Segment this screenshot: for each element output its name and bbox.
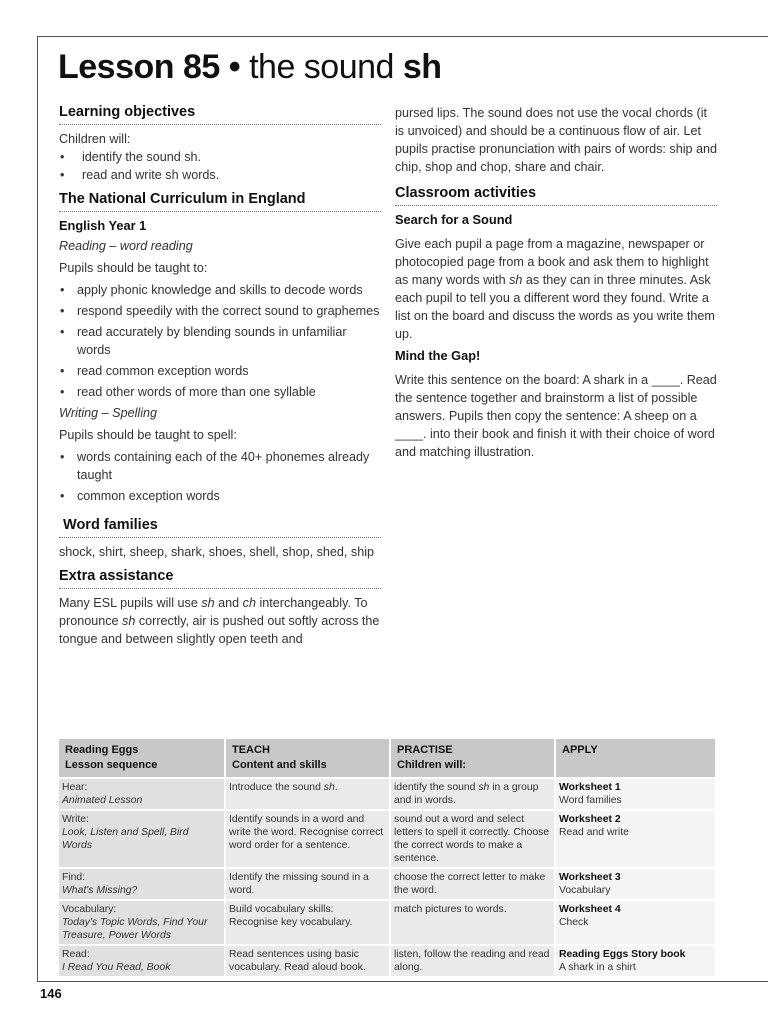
curriculum-heading: The National Curriculum in England <box>59 190 381 212</box>
page-number: 146 <box>40 986 62 1001</box>
table-row <box>59 778 716 810</box>
gap-heading: Mind the Gap! <box>395 348 481 363</box>
objectives-intro: Children will: <box>59 132 131 146</box>
table-row <box>59 900 716 945</box>
writing-list <box>59 448 381 505</box>
lesson-sequence-table <box>59 739 717 976</box>
title-topic: the sound <box>249 48 403 86</box>
reading-item: • read accurately by blending sounds in unfamiliar words <box>59 323 381 359</box>
objectives-list <box>59 148 381 184</box>
reading-item: • apply phonic knowledge and skills to decode words <box>59 281 381 299</box>
search-text: Give each pupil a page from a magazine, newspaper or photocopied page from a book and ask them to highlight as many words with sh as they can in three minutes. Ask each pupil to tell you a different word they found. Write a list on the board and discuss the words as you write them up. <box>395 237 715 341</box>
teach-cell: Read sentences using basic vocabulary. Read aloud book. <box>225 945 390 976</box>
word-families-text: shock, shirt, sheep, shark, shoes, shell, shop, shed, ship <box>59 545 375 559</box>
reading-item: • read common exception words <box>59 362 381 380</box>
sequence-cell: Write: Look, Listen and Spell, Bird Words <box>59 810 225 868</box>
table-header-row <box>59 739 716 778</box>
header-teach: TEACH Content and skills <box>225 739 390 778</box>
reading-intro: Pupils should be taught to: <box>59 261 208 275</box>
table-row <box>59 945 716 976</box>
gap-text: Write this sentence on the board: A shark in a ____. Read the sentence together and brainstorm a list of possible answers. Pupils then copy the sentence: A sheep on a ____. into their book and finish it with their choice of word and matching illustration. <box>395 373 717 459</box>
title-sound: sh <box>402 48 442 86</box>
header-practise: PRACTISE Children will: <box>390 739 555 778</box>
objective-item: • identify the sound sh. <box>59 148 381 166</box>
year-heading: English Year 1 <box>59 218 147 233</box>
search-heading: Search for a Sound <box>395 212 513 227</box>
teach-cell: Identify the missing sound in a word. <box>225 868 390 900</box>
apply-cell: Worksheet 1 Word families <box>555 778 716 810</box>
apply-cell: Reading Eggs Story book A shark in a shirt <box>555 945 716 976</box>
sequence-cell: Read: I Read You Read, Book <box>59 945 225 976</box>
writing-item: • common exception words <box>59 487 381 505</box>
apply-cell: Worksheet 4 Check <box>555 900 716 945</box>
title-lesson-number: Lesson 85 • <box>58 48 250 86</box>
practise-cell: choose the correct letter to make the word. <box>390 868 555 900</box>
extra-assistance-text: Many ESL pupils will use sh and ch interchangeably. To pronounce sh correctly, air is pushed out softly across the tongue and between slightly open teeth and <box>59 596 380 646</box>
lesson-title <box>58 48 442 87</box>
practise-cell: listen, follow the reading and read along. <box>390 945 555 976</box>
reading-list <box>59 281 381 401</box>
word-families-heading-text: Word families <box>63 517 158 533</box>
apply-cell: Worksheet 2 Read and write <box>555 810 716 868</box>
extra-assistance-heading: Extra assistance <box>59 567 381 589</box>
objectives-heading: Learning objectives <box>59 103 381 125</box>
right-column <box>395 104 717 461</box>
teach-cell: Introduce the sound sh. <box>225 778 390 810</box>
writing-intro: Pupils should be taught to spell: <box>59 428 237 442</box>
table-row <box>59 810 716 868</box>
header-sequence: Reading Eggs Lesson sequence <box>59 739 225 778</box>
reading-item: • respond speedily with the correct sound to graphemes <box>59 302 381 320</box>
reading-item: • read other words of more than one syllable <box>59 383 381 401</box>
writing-item: • words containing each of the 40+ phonemes already taught <box>59 448 381 484</box>
practise-cell: identify the sound sh in a group and in words. <box>390 778 555 810</box>
table-row <box>59 868 716 900</box>
continued-text: pursed lips. The sound does not use the vocal chords (it is unvoiced) and should be a continuous flow of air. Let pupils practise pronunciation with pairs of words: ship and chip, shop and chop, share and chair. <box>395 106 718 174</box>
teach-cell: Build vocabulary skills: Recognise key vocabulary. <box>225 900 390 945</box>
sequence-cell: Vocabulary: Today's Topic Words, Find Your Treasure, Power Words <box>59 900 225 945</box>
teach-cell: Identify sounds in a word and write the word. Recognise correct word order for a sentence. <box>225 810 390 868</box>
practise-cell: sound out a word and select letters to spell it correctly. Choose the correct words to make a sentence. <box>390 810 555 868</box>
activities-heading: Classroom activities <box>395 184 717 206</box>
left-column <box>59 103 381 648</box>
objective-item: • read and write sh words. <box>59 166 381 184</box>
apply-cell: Worksheet 3 Vocabulary <box>555 868 716 900</box>
header-apply: APPLY <box>555 739 716 778</box>
word-families-heading <box>59 516 381 538</box>
practise-cell: match pictures to words. <box>390 900 555 945</box>
writing-heading: Writing – Spelling <box>59 406 157 420</box>
sequence-cell: Hear: Animated Lesson <box>59 778 225 810</box>
reading-heading: Reading – word reading <box>59 239 193 253</box>
sequence-cell: Find: What's Missing? <box>59 868 225 900</box>
